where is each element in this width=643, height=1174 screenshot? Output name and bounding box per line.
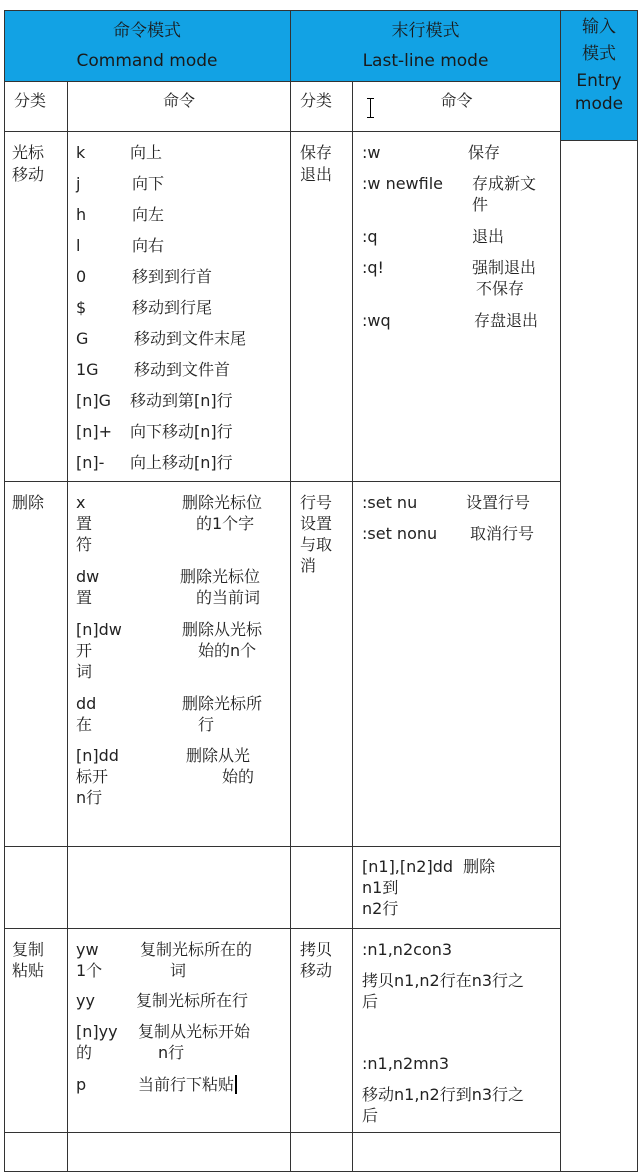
copy-desc: 复制从光标开始: [138, 1022, 251, 1041]
subheader-category-left: 分类: [14, 91, 47, 110]
category-delete: 删除: [12, 493, 45, 512]
grid-line: [560, 10, 561, 1172]
copy-cmd: [n]yy: [76, 1022, 118, 1041]
grid-line: [560, 140, 638, 141]
cursor-desc: 向上: [130, 143, 163, 162]
copy-desc: n行: [158, 1043, 185, 1062]
delete-desc: 的当前词: [196, 588, 261, 607]
copy-fragment: 的: [76, 1043, 93, 1062]
linenum-desc: 设置行号: [466, 493, 531, 512]
delrange-line3: n2行: [362, 899, 399, 918]
save-desc: 存成新文: [472, 174, 537, 193]
subheader-command-left: 命令: [162, 91, 195, 110]
category-linenum-line2: 设置: [300, 514, 333, 533]
copymove-desc: 后: [362, 992, 379, 1011]
delete-cmd: x: [76, 493, 86, 512]
copy-cmd: yw: [76, 940, 99, 959]
delete-desc: 删除从光标: [182, 620, 263, 639]
save-cmd: :q: [362, 227, 378, 246]
header-lastline-mode: [291, 10, 560, 81]
delete-cmd: [n]dw: [76, 620, 122, 639]
linenum-desc: 取消行号: [470, 524, 535, 543]
category-copymove-line1: 拷贝: [300, 940, 333, 959]
copy-cmd: yy: [76, 991, 95, 1010]
cursor-cmd: [n]-: [76, 453, 105, 472]
header-entry-cn2: 模式: [582, 44, 616, 64]
delete-fragment: 置: [76, 514, 93, 533]
save-desc: 保存: [468, 143, 501, 162]
cursor-desc: 向下: [132, 174, 165, 193]
copy-desc: 当前行下粘贴: [138, 1075, 235, 1094]
grid-line: [4, 10, 5, 1172]
delrange-line1: [n1],[n2]dd 删除: [362, 857, 496, 876]
cursor-cmd: l: [76, 236, 81, 255]
grid-line: [4, 481, 561, 482]
grid-line: [4, 928, 561, 929]
text-caret-icon: [235, 1075, 237, 1094]
category-linenum-line3: 与取: [300, 535, 333, 554]
header-command-en: Command mode: [76, 51, 218, 71]
copymove-desc: 后: [362, 1106, 379, 1125]
delete-desc: 删除光标所: [182, 694, 263, 713]
delete-cmd: [n]dd: [76, 746, 119, 765]
delete-desc: 的1个字: [196, 514, 255, 533]
category-copy-line1: 复制: [12, 940, 45, 959]
save-cmd: :q!: [362, 258, 384, 277]
cursor-desc: 向上移动[n]行: [130, 453, 233, 472]
cursor-desc: 移动到行尾: [132, 298, 213, 317]
copymove-cmd: :n1,n2mn3: [362, 1054, 450, 1073]
delrange-line2: n1到: [362, 878, 399, 897]
grid-line: [4, 846, 561, 847]
grid-line: [352, 82, 353, 1172]
linenum-cmd: :set nu: [362, 493, 418, 512]
delete-fragment: 开: [76, 641, 93, 660]
cursor-cmd: 0: [76, 267, 87, 286]
cursor-cmd: [n]G: [76, 391, 112, 410]
cursor-desc: 移动到第[n]行: [130, 391, 233, 410]
copymove-desc: 拷贝n1,n2行在n3行之: [362, 971, 525, 990]
cursor-desc: 向右: [132, 236, 165, 255]
delete-fragment: 标开: [76, 767, 109, 786]
cursor-cmd: [n]+: [76, 422, 113, 441]
delete-cmd: dd: [76, 694, 97, 713]
header-entry-cn1: 输入: [582, 17, 616, 37]
category-cursor-line2: 移动: [12, 165, 45, 184]
delete-desc: 删除光标位: [180, 567, 261, 586]
cursor-cmd: G: [76, 329, 89, 348]
category-linenum-line4: 消: [300, 556, 317, 575]
cursor-cmd: h: [76, 205, 87, 224]
grid-line: [637, 10, 638, 1172]
cursor-cmd: k: [76, 143, 86, 162]
grid-line: [67, 82, 68, 1172]
copy-fragment: 1个: [76, 961, 103, 980]
delete-fragment: 符: [76, 535, 93, 554]
category-copy-line2: 粘贴: [12, 961, 45, 980]
copy-desc: 复制光标所在的: [140, 940, 253, 959]
save-desc: 存盘退出: [474, 311, 539, 330]
delete-desc: 始的n个: [198, 641, 257, 660]
header-command-mode: [4, 10, 290, 81]
cursor-desc: 移动到文件末尾: [134, 329, 247, 348]
grid-line: [4, 10, 638, 11]
delete-desc: 行: [198, 715, 215, 734]
grid-line: [4, 1171, 638, 1172]
header-command-cn: 命令模式: [113, 21, 181, 41]
cursor-desc: 向下移动[n]行: [130, 422, 233, 441]
delete-fragment: 置: [76, 588, 93, 607]
copymove-desc: 移动n1,n2行到n3行之: [362, 1085, 525, 1104]
delete-desc: 始的: [222, 767, 255, 786]
delete-cmd: dw: [76, 567, 100, 586]
save-desc: 退出: [472, 227, 505, 246]
delete-fragment: 词: [76, 662, 93, 681]
save-desc: 件: [472, 195, 489, 214]
cursor-cmd: 1G: [76, 360, 99, 379]
header-entry-en2: mode: [574, 94, 624, 114]
header-entry-mode: [561, 10, 637, 140]
save-cmd: :w newfile: [362, 174, 443, 193]
delete-fragment: 在: [76, 715, 93, 734]
save-desc: 强制退出: [472, 258, 537, 277]
copy-desc: 词: [170, 961, 187, 980]
category-linenum-line1: 行号: [300, 493, 333, 512]
copy-cmd: p: [76, 1075, 87, 1094]
header-lastline-cn: 末行模式: [391, 21, 460, 41]
category-save-line2: 退出: [300, 165, 333, 184]
category-cursor-line1: 光标: [12, 143, 45, 162]
category-save-line1: 保存: [300, 143, 333, 162]
header-entry-en1: Entry: [576, 71, 622, 91]
save-cmd: :wq: [362, 311, 391, 330]
copy-desc: 复制光标所在行: [136, 991, 249, 1010]
grid-line: [4, 1132, 561, 1133]
copymove-cmd: :n1,n2con3: [362, 940, 453, 959]
grid-line: [290, 10, 291, 1172]
delete-desc: 删除从光: [186, 746, 251, 765]
category-copymove-line2: 移动: [300, 961, 333, 980]
cursor-desc: 向左: [132, 205, 165, 224]
linenum-cmd: :set nonu: [362, 524, 438, 543]
header-lastline-en: Last-line mode: [362, 51, 489, 71]
cursor-desc: 移动到文件首: [134, 360, 231, 379]
grid-line: [4, 81, 561, 82]
subheader-command-right: 命令: [440, 91, 473, 110]
cursor-desc: 移到到行首: [132, 267, 213, 286]
save-cmd: :w: [362, 143, 381, 162]
subheader-category-right: 分类: [300, 91, 333, 110]
cursor-cmd: $: [76, 298, 87, 317]
save-desc: 不保存: [476, 279, 525, 298]
grid-line: [4, 131, 561, 132]
delete-fragment: n行: [76, 788, 103, 807]
delete-desc: 删除光标位: [182, 493, 263, 512]
cursor-cmd: j: [76, 174, 81, 193]
